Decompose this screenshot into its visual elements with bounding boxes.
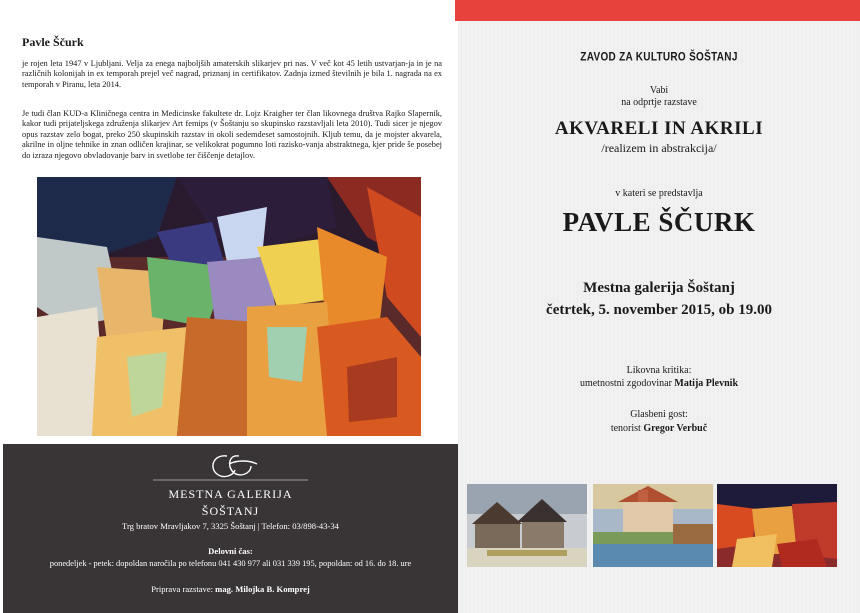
gallery-name: MESTNA GALERIJA [168, 487, 293, 501]
critique-name: Matija Plevnik [674, 378, 739, 389]
thumbnail-castle-painting [593, 484, 713, 567]
prep-name: mag. Milojka B. Komprej [215, 584, 310, 594]
opening-text: na odprtje razstave [621, 97, 697, 108]
presenting-text: v kateri se predstavlja [615, 188, 703, 199]
critique-person [458, 378, 860, 389]
abstract-painting [37, 177, 421, 436]
organizer: ZAVOD ZA KULTURO ŠOŠTANJ [580, 51, 738, 64]
venue: Mestna galerija Šoštanj [583, 280, 735, 296]
gallery-address: Trg bratov Mravljakov 7, 3325 Šoštanj | Telefon: 03/898-43-34 [122, 521, 339, 531]
event-datetime: četrtek, 5. november 2015, ob 19.00 [546, 302, 772, 318]
bio-title: Pavle Ščurk [22, 35, 84, 49]
critique-role: umetnostni zgodovinar [579, 378, 675, 389]
exhibition-subtitle: /realizem in abstrakcija/ [601, 141, 717, 155]
guest-role: tenorist [610, 423, 644, 434]
exhibition-preparation [3, 584, 458, 594]
thumbnail-village-painting [467, 484, 587, 567]
red-accent-bar [455, 0, 860, 21]
guest-person [458, 423, 860, 434]
gallery-footer [3, 444, 458, 613]
guest-name: Gregor Verbuč [643, 423, 708, 434]
gallery-logo-icon [3, 450, 458, 482]
hours-text: ponedeljek - petek: dopoldan naročila po telefonu 041 430 977 ali 031 339 195, popoldan: od 16. do 18. ure [49, 559, 412, 568]
exhibition-title: AKVARELI IN AKRILI [554, 118, 764, 139]
gallery-city: ŠOŠTANJ [201, 504, 260, 518]
invites-text: Vabi [649, 85, 669, 96]
artist-name: PAVLE ŠČURK [562, 207, 756, 237]
critique-label: Likovna kritika: [626, 365, 692, 376]
prep-label: Priprava razstave: [151, 584, 216, 594]
bio-paragraph-1: je rojen leta 1947 v Ljubljani. Velja za enega najboljših amaterskih slikarjev pri nas. V več kot 45 letih ustvarjan-ja in je na različnih kolonijah in ex temporah prejel več nagrad, priznanj in certifikatov. Zadnja izmed številnih je bila 1. nagrada na ex temporah v Piranu, leta 2014. [22, 59, 442, 89]
bio-paragraph-2: Je tudi član KUD-a Kliničnega centra in Medicinske fakultete dr. Lojz Kraigher ter član likovnega društva Rajko Slapernik, kakor tudi prijateljskega združenja slikarjev Art femips (v Šoštanju so skupinsko razstavljali leta 2010). Tudi sicer je njegov opus razstav zelo bogat, preko 250 skupinskih razstav in okoli sedemdeset samostojnih. Kljub temu, da je mojster akvarela, akrilne in oljne tehnike in znan odličen krajinar, se velikokrat pogumno loti razisko-vanja abstraktnega, kjer pride še posebej do izraza njegovo obvladovanje barv in svetlobe ter čiščenje detajlov. [22, 109, 442, 160]
thumbnail-abstract-painting [717, 484, 837, 567]
hours-title: Delovni čas: [208, 546, 253, 556]
guest-label: Glasbeni gost: [630, 409, 688, 420]
